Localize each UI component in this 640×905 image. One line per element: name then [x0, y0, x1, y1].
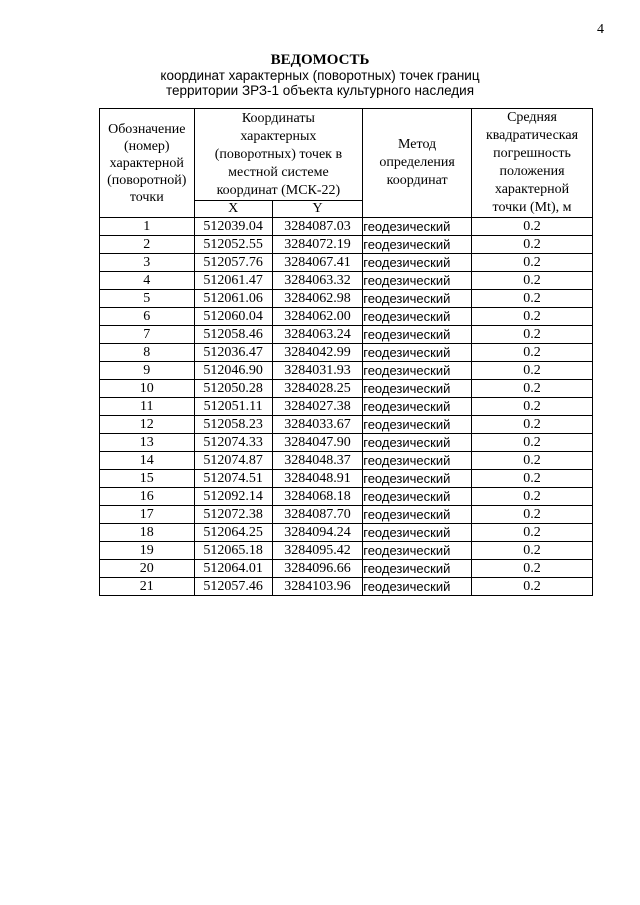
cell-error: 0.2: [472, 398, 593, 416]
cell-x: 512064.25: [194, 524, 272, 542]
cell-point-number: 16: [100, 488, 195, 506]
cell-x: 512061.47: [194, 272, 272, 290]
cell-y: 3284072.19: [272, 236, 362, 254]
table-row: [100, 362, 593, 380]
table-row: [100, 272, 593, 290]
cell-error: 0.2: [472, 290, 593, 308]
cell-x: 512074.33: [194, 434, 272, 452]
cell-method: геодезический: [363, 470, 472, 488]
cell-error: 0.2: [472, 560, 593, 578]
cell-point-number: 4: [100, 272, 195, 290]
table-row: [100, 560, 593, 578]
cell-point-number: 3: [100, 254, 195, 272]
cell-x: 512058.23: [194, 416, 272, 434]
cell-error: 0.2: [472, 452, 593, 470]
table-row: [100, 326, 593, 344]
cell-method: геодезический: [363, 362, 472, 380]
cell-x: 512064.01: [194, 560, 272, 578]
cell-method: геодезический: [363, 506, 472, 524]
cell-method: геодезический: [363, 290, 472, 308]
cell-x: 512057.46: [194, 578, 272, 596]
cell-x: 512074.87: [194, 452, 272, 470]
cell-point-number: 9: [100, 362, 195, 380]
cell-point-number: 19: [100, 542, 195, 560]
header-line: погрешность: [493, 146, 571, 161]
cell-y: 3284028.25: [272, 380, 362, 398]
cell-y: 3284033.67: [272, 416, 362, 434]
cell-x: 512058.46: [194, 326, 272, 344]
cell-error: 0.2: [472, 308, 593, 326]
header-line: точки (Mt), м: [492, 200, 572, 215]
cell-error: 0.2: [472, 236, 593, 254]
cell-y: 3284047.90: [272, 434, 362, 452]
table-row: [100, 524, 593, 542]
table-row: [100, 542, 593, 560]
cell-point-number: 6: [100, 308, 195, 326]
cell-point-number: 14: [100, 452, 195, 470]
cell-y: 3284063.32: [272, 272, 362, 290]
header-line: положения: [499, 164, 565, 179]
header-line: Координаты: [241, 110, 315, 126]
cell-y: 3284062.98: [272, 290, 362, 308]
table-row: [100, 254, 593, 272]
table-row: [100, 452, 593, 470]
cell-method: геодезический: [363, 308, 472, 326]
cell-method: геодезический: [363, 434, 472, 452]
cell-x: 512092.14: [194, 488, 272, 506]
cell-error: 0.2: [472, 542, 593, 560]
header-line: координат (МСК-22): [216, 182, 341, 198]
cell-method: геодезический: [363, 380, 472, 398]
cell-error: 0.2: [472, 272, 593, 290]
header-line: определения: [379, 155, 455, 170]
cell-error: 0.2: [472, 416, 593, 434]
cell-method: геодезический: [363, 344, 472, 362]
header-coordinates: [194, 109, 363, 201]
cell-x: 512036.47: [194, 344, 272, 362]
cell-y: 3284062.00: [272, 308, 362, 326]
cell-point-number: 7: [100, 326, 195, 344]
cell-y: 3284042.99: [272, 344, 362, 362]
header-line: (поворотной): [107, 172, 187, 188]
cell-x: 512074.51: [194, 470, 272, 488]
document-title: ВЕДОМОСТЬ: [270, 52, 370, 68]
header-line: местной системе: [228, 164, 329, 180]
cell-y: 3284094.24: [272, 524, 362, 542]
header-line: характерной: [109, 155, 184, 171]
cell-method: геодезический: [363, 524, 472, 542]
cell-error: 0.2: [472, 254, 593, 272]
cell-y: 3284087.70: [272, 506, 362, 524]
cell-x: 512052.55: [194, 236, 272, 254]
cell-error: 0.2: [472, 362, 593, 380]
table-row: [100, 578, 593, 596]
cell-method: геодезический: [363, 236, 472, 254]
title-block: [0, 52, 640, 98]
cell-method: геодезический: [363, 416, 472, 434]
cell-point-number: 13: [100, 434, 195, 452]
cell-method: геодезический: [363, 398, 472, 416]
subtitle-line-2: территории ЗРЗ-1 объекта культурного наследия: [165, 83, 475, 98]
cell-x: 512046.90: [194, 362, 272, 380]
header-error: [472, 109, 593, 218]
cell-method: геодезический: [363, 578, 472, 596]
table-row: [100, 488, 593, 506]
cell-method: геодезический: [363, 542, 472, 560]
table-row: [100, 236, 593, 254]
cell-method: геодезический: [363, 326, 472, 344]
cell-point-number: 10: [100, 380, 195, 398]
cell-point-number: 18: [100, 524, 195, 542]
table-row: [100, 218, 593, 236]
table-row: [100, 416, 593, 434]
cell-point-number: 12: [100, 416, 195, 434]
cell-y: 3284027.38: [272, 398, 362, 416]
cell-point-number: 11: [100, 398, 195, 416]
cell-y: 3284063.24: [272, 326, 362, 344]
cell-x: 512039.04: [194, 218, 272, 236]
table-row: [100, 344, 593, 362]
cell-error: 0.2: [472, 326, 593, 344]
cell-method: геодезический: [363, 452, 472, 470]
cell-y: 3284087.03: [272, 218, 362, 236]
cell-point-number: 17: [100, 506, 195, 524]
cell-y: 3284048.37: [272, 452, 362, 470]
header-y: Y: [272, 201, 362, 218]
cell-y: 3284096.66: [272, 560, 362, 578]
header-line: Обозначение: [108, 121, 186, 137]
cell-method: геодезический: [363, 254, 472, 272]
cell-y: 3284103.96: [272, 578, 362, 596]
cell-error: 0.2: [472, 578, 593, 596]
header-method: [363, 109, 472, 218]
cell-point-number: 15: [100, 470, 195, 488]
cell-method: геодезический: [363, 218, 472, 236]
header-line: квадратическая: [485, 128, 579, 143]
cell-y: 3284048.91: [272, 470, 362, 488]
cell-x: 512057.76: [194, 254, 272, 272]
cell-point-number: 8: [100, 344, 195, 362]
coordinates-table: [99, 108, 593, 596]
cell-method: геодезический: [363, 560, 472, 578]
cell-error: 0.2: [472, 380, 593, 398]
page-number: 4: [597, 22, 604, 37]
header-line: характерных: [240, 128, 317, 144]
header-line: координат: [386, 173, 448, 188]
table-row: [100, 380, 593, 398]
header-line: Метод: [398, 137, 437, 152]
cell-x: 512050.28: [194, 380, 272, 398]
header-x: X: [194, 201, 272, 218]
cell-error: 0.2: [472, 524, 593, 542]
header-line: характерной: [494, 182, 570, 197]
cell-point-number: 20: [100, 560, 195, 578]
cell-point-number: 2: [100, 236, 195, 254]
table-row: [100, 308, 593, 326]
cell-y: 3284067.41: [272, 254, 362, 272]
cell-y: 3284068.18: [272, 488, 362, 506]
table-row: [100, 290, 593, 308]
cell-point-number: 21: [100, 578, 195, 596]
cell-x: 512060.04: [194, 308, 272, 326]
cell-error: 0.2: [472, 470, 593, 488]
cell-x: 512065.18: [194, 542, 272, 560]
cell-x: 512072.38: [194, 506, 272, 524]
cell-y: 3284031.93: [272, 362, 362, 380]
subtitle-line-1: координат характерных (поворотных) точек границ: [160, 68, 480, 83]
cell-point-number: 5: [100, 290, 195, 308]
cell-error: 0.2: [472, 506, 593, 524]
table-row: [100, 470, 593, 488]
cell-method: геодезический: [363, 272, 472, 290]
cell-error: 0.2: [472, 344, 593, 362]
table-row: [100, 398, 593, 416]
cell-y: 3284095.42: [272, 542, 362, 560]
header-line: Средняя: [507, 110, 557, 125]
table-row: [100, 506, 593, 524]
header-line: (поворотных) точек в: [214, 146, 343, 162]
cell-x: 512061.06: [194, 290, 272, 308]
cell-point-number: 1: [100, 218, 195, 236]
cell-error: 0.2: [472, 434, 593, 452]
table-row: [100, 434, 593, 452]
header-line: (номер): [123, 138, 170, 154]
header-point-number: [100, 109, 195, 218]
cell-error: 0.2: [472, 218, 593, 236]
header-line: точки: [129, 189, 164, 205]
table-body: [100, 218, 593, 596]
cell-method: геодезический: [363, 488, 472, 506]
cell-error: 0.2: [472, 488, 593, 506]
cell-x: 512051.11: [194, 398, 272, 416]
